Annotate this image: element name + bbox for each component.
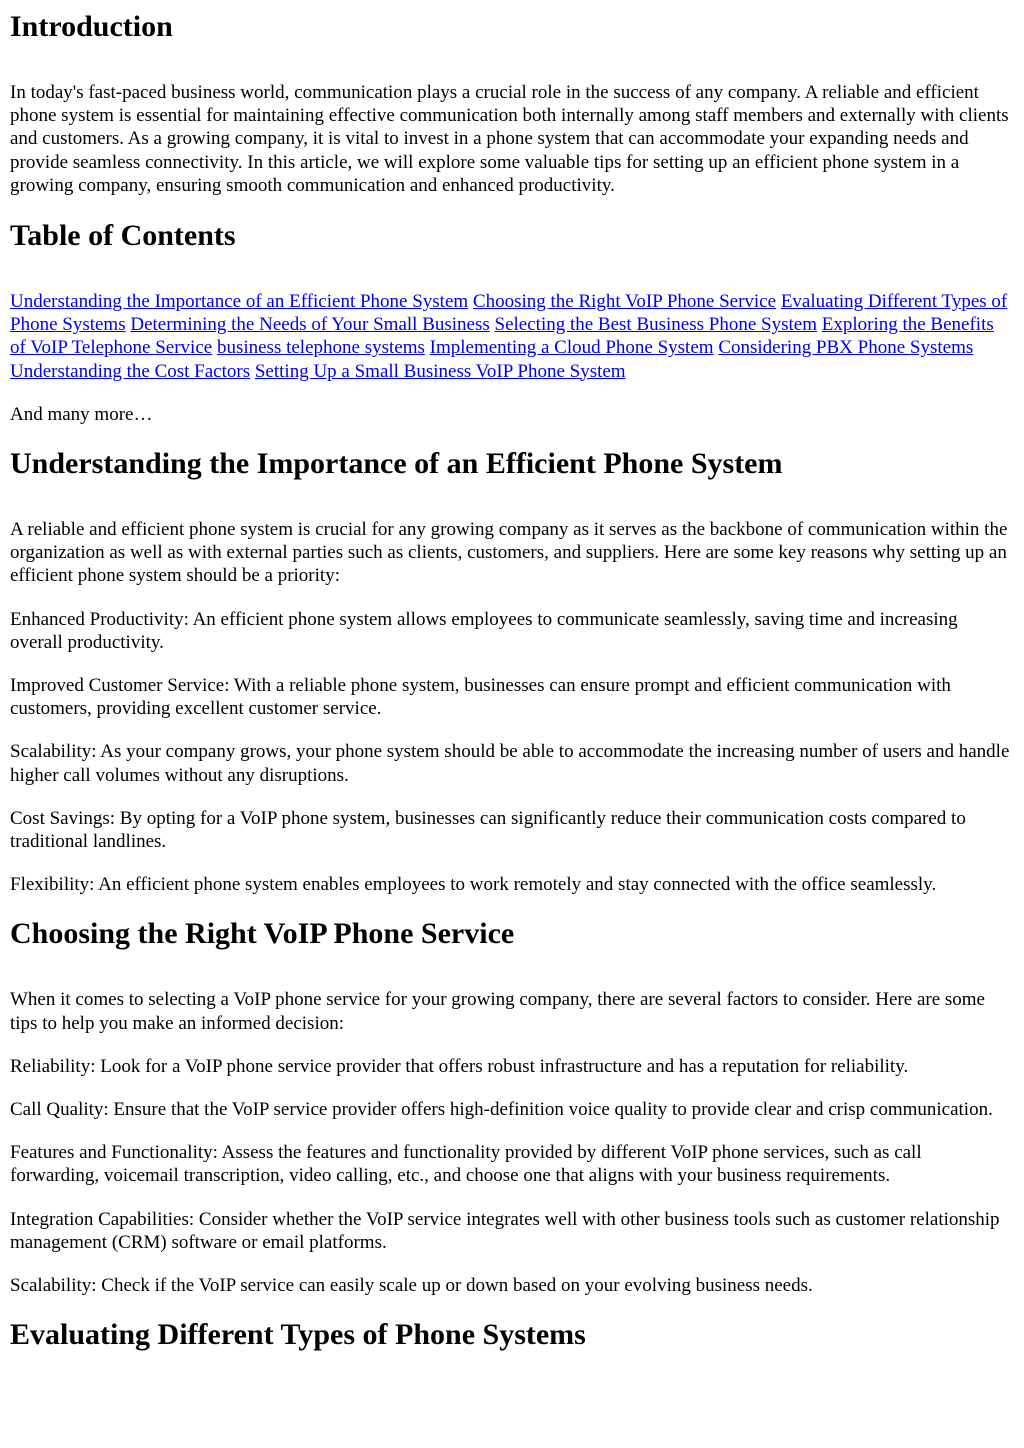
toc-more-text: And many more… <box>10 403 153 425</box>
section-heading-voip-service: Choosing the Right VoIP Phone Service <box>10 917 515 951</box>
toc-link-evaluating-types[interactable]: Evaluating Different Types of Phone Systems <box>10 291 1008 336</box>
section1-paragraph: Flexibility: An efficient phone system enables employees to work remotely and stay connected with the office seamlessly. <box>10 874 937 896</box>
intro-paragraph: In today's fast-paced business world, communication plays a crucial role in the success of any company. A reliable and efficient phone system is essential for maintaining effective communication both internally among staff members and externally with clients and customers. As a growing company, it is vital to invest in a phone system that can accommodate your expanding needs and provide seamless connectivity. In this article, we will explore some valuable tips for setting up an efficient phone system in a growing company, ensuring smooth communication and enhanced productivity. <box>10 82 1009 196</box>
section2-paragraph: Reliability: Look for a VoIP phone service provider that offers robust infrastructure and has a reputation for reliability. <box>10 1055 909 1077</box>
toc-heading: Table of Contents <box>10 219 236 253</box>
section1-paragraph: Enhanced Productivity: An efficient phone system allows employees to communicate seamlessly, saving time and increasing overall productivity. <box>10 608 958 653</box>
section1-paragraph: Cost Savings: By opting for a VoIP phone system, businesses can significantly reduce their communication costs compared to traditional landlines. <box>10 807 966 853</box>
section2-paragraph: Scalability: Check if the VoIP service can easily scale up or down based on your evolving business needs. <box>10 1275 813 1297</box>
toc-link-pbx[interactable]: Considering PBX Phone Systems <box>718 337 974 359</box>
toc-link-cost-factors[interactable]: Understanding the Cost Factors <box>10 360 251 382</box>
section2-paragraph: Call Quality: Ensure that the VoIP service provider offers high-definition voice quality to provide clear and crisp communication. <box>10 1099 993 1121</box>
toc-link-cloud-phone[interactable]: Implementing a Cloud Phone System <box>429 337 714 359</box>
section-heading-importance: Understanding the Importance of an Efficient Phone System <box>10 447 783 481</box>
section1-paragraph: Scalability: As your company grows, your phone system should be able to accommodate the increasing number of users and handle higher call volumes without any disruptions. <box>10 741 1010 786</box>
section2-paragraph: Features and Functionality: Assess the features and functionality provided by different VoIP phone services, such as call forwarding, voicemail transcription, video calling, etc., and choose one that aligns with your business requirements. <box>10 1142 922 1187</box>
section2-paragraph: Integration Capabilities: Consider whether the VoIP service integrates well with other business tools such as customer relationship management (CRM) software or email platforms. <box>10 1208 1000 1253</box>
toc-link-importance[interactable]: Understanding the Importance of an Efficient Phone System <box>10 291 469 313</box>
section1-paragraph: Improved Customer Service: With a reliable phone system, businesses can ensure prompt and efficient communication with customers, providing excellent customer service. <box>10 675 951 720</box>
section2-paragraph: When it comes to selecting a VoIP phone service for your growing company, there are several factors to consider. Here are some tips to help you make an informed decision: <box>10 989 985 1034</box>
section1-paragraph: A reliable and efficient phone system is crucial for any growing company as it serves as the backbone of communication within the organization as well as with external parties such as clients, customers, and suppliers. Here are some key reasons why setting up an efficient phone system should be a priority: <box>10 519 1008 587</box>
toc-link-setup-voip[interactable]: Setting Up a Small Business VoIP Phone System <box>254 360 626 382</box>
toc-link-best-business-phone[interactable]: Selecting the Best Business Phone System <box>494 314 817 336</box>
toc-links <box>10 290 1014 383</box>
toc-link-business-telephone-systems[interactable]: business telephone systems <box>216 337 425 359</box>
toc-link-voip-benefits[interactable]: Exploring the Benefits of VoIP Telephone Service <box>10 314 994 359</box>
toc-link-voip-service[interactable]: Choosing the Right VoIP Phone Service <box>472 291 777 313</box>
intro-heading: Introduction <box>10 10 173 43</box>
toc-link-small-business-needs[interactable]: Determining the Needs of Your Small Business <box>130 314 490 336</box>
section-heading-evaluating-types: Evaluating Different Types of Phone Systems <box>10 1318 586 1352</box>
